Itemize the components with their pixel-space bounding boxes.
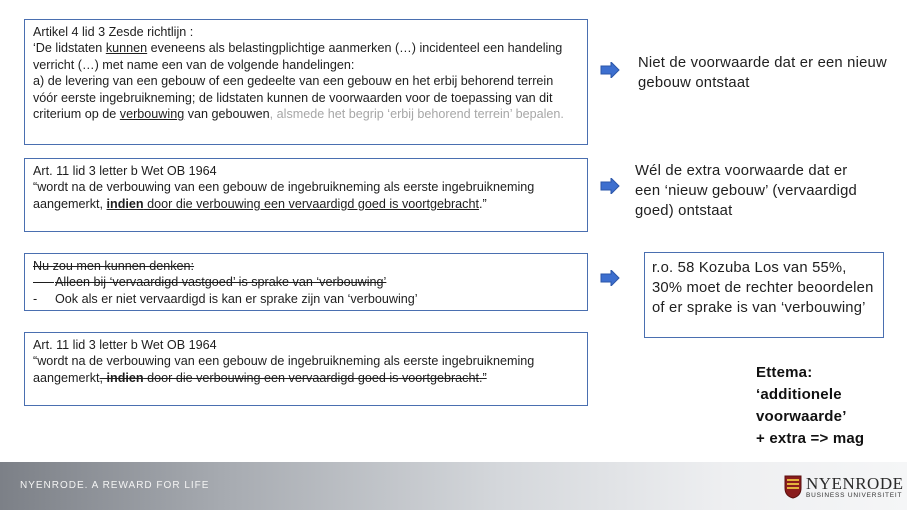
crest-icon <box>784 475 802 499</box>
box1-seg3: eveneens als belastingplichtige aanmerken (…) incidenteel een handeling verricht (…) met name een van de volgende handelingen: <box>33 41 563 72</box>
box3-bullet2-text: Ook als er niet vervaardigd is kan er sprake zijn van ‘verbouwing’ <box>55 291 418 306</box>
box4-end: .” <box>478 370 487 385</box>
logo-sub: BUSINESS UNIVERSITEIT <box>806 491 903 499</box>
ettema-title: Ettema: <box>756 364 813 381</box>
box2-indien: indien <box>106 196 144 211</box>
box1-faded-text: , alsmede het begrip ‘erbij behorend terrein’ bepalen. <box>269 107 564 122</box>
box3-bullet-2 <box>33 291 579 307</box>
box1-heading: Artikel 4 lid 3 Zesde richtlijn : <box>33 25 194 39</box>
logo-name: NYENRODE <box>806 473 904 493</box>
ettema-conclusion: + extra => mag <box>756 430 865 447</box>
quote-box-wet-ob-struck <box>24 332 588 406</box>
box2-body <box>33 179 579 212</box>
box1-a-text: a) de levering van een gebouw of een gedeelte van een gebouw en het erbij behorend terrein vóór eerste ingebruikneming; de lidstaten kunnen de voorwaarden voor de toepassing van dit criterium op de <box>33 74 554 122</box>
box1-verbouwing: verbouwing <box>119 107 185 122</box>
box3-dash-2: - <box>33 291 38 306</box>
box1-kunnen: kunnen <box>105 41 148 56</box>
right-arrow-icon <box>600 178 620 194</box>
box4-strike2: door die verbouwing een vervaardigd goed is voortgebracht <box>143 370 479 385</box>
box2-heading: Art. 11 lid 3 letter b Wet OB 1964 <box>33 164 217 178</box>
right-arrow-icon <box>600 270 620 286</box>
note-ettema <box>756 362 896 450</box>
box1-after: van gebouwen <box>184 107 270 122</box>
nyenrode-logo <box>784 472 904 502</box>
box4-indien: indien <box>106 370 144 385</box>
box2-end: .” <box>478 196 487 211</box>
box4-strike1: , <box>99 370 107 385</box>
quote-box-wet-ob <box>24 158 588 232</box>
note-no-new-building: Niet de voorwaarde dat er een nieuw gebouw ontstaat <box>638 55 887 91</box>
box3-dash-1: ​ <box>33 275 54 290</box>
box2-underlined: door die verbouwing een vervaardigd goed is voortgebracht <box>143 196 479 211</box>
logo-text <box>806 475 904 500</box>
footer-tagline: NYENRODE. A REWARD FOR LIFE <box>20 480 210 491</box>
box1-body <box>33 40 579 73</box>
right-arrow-icon <box>600 62 620 78</box>
box3-bullet1-text: Alleen bij ‘vervaardigd vastgoed’ is sprake van ‘verbouwing’ <box>55 275 387 290</box>
quote-box-thought <box>24 253 588 311</box>
note-kozuba: r.o. 58 Kozuba Los van 55%, 30% moet de rechter beoordelen of er sprake is van ‘verbouwing’ <box>644 252 884 338</box>
ettema-quote: ‘additionele voorwaarde’ <box>756 386 847 425</box>
footer-bar <box>0 462 907 510</box>
box1-seg1: ‘De lidstaten <box>33 41 106 56</box>
quote-box-directive <box>24 19 588 145</box>
box3-heading: Nu zou men kunnen denken: <box>33 259 195 273</box>
box4-heading: Art. 11 lid 3 letter b Wet OB 1964 <box>33 338 217 352</box>
box1-item-a <box>33 73 579 122</box>
box2-seg1: “wordt na de verbouwing van een gebouw de ingebruikneming als eerste ingebruikneming aangemerkt, <box>33 180 535 211</box>
box3-bullet-1 <box>33 274 579 290</box>
box4-seg1: “wordt na de verbouwing van een gebouw de ingebruikneming als eerste ingebruikneming aangemerkt <box>33 354 535 385</box>
note-extra-condition: Wél de extra voorwaarde dat er een ‘nieuw gebouw’ (vervaardigd goed) ontstaat <box>635 163 857 219</box>
box4-body <box>33 353 579 386</box>
